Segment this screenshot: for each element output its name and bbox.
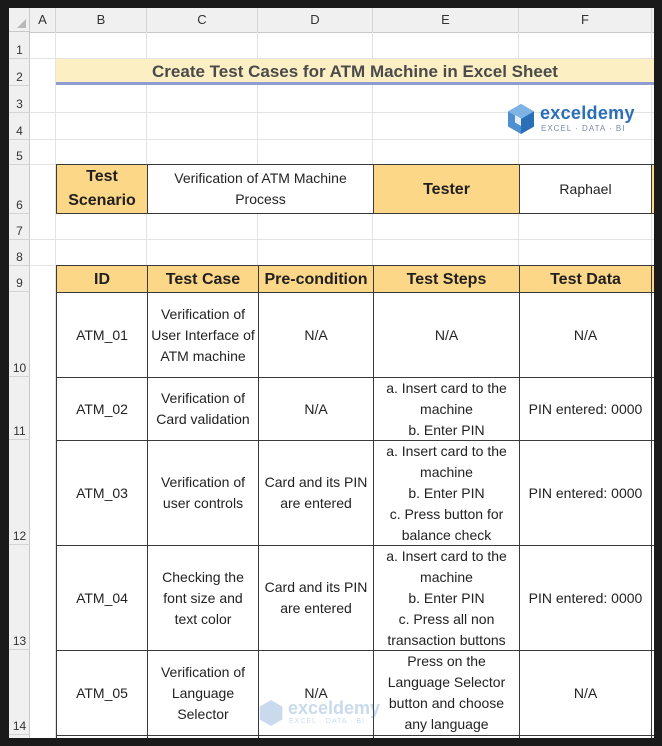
table-cell-test-case[interactable]: Verification of Card validation (147, 377, 259, 441)
table-cell-id[interactable]: ATM_05 (56, 650, 148, 736)
table-cell-test-data[interactable]: PIN entered: 0000 (519, 545, 652, 651)
test-scenario-value[interactable]: Verification of ATM Machine Process (147, 164, 374, 214)
column-header-b[interactable]: B (56, 8, 147, 32)
logo-name: exceldemy (540, 103, 635, 123)
table-cell-pre-condition[interactable]: N/A (258, 377, 374, 441)
select-all-icon (17, 19, 26, 28)
sheet-title[interactable]: Create Test Cases for ATM Machine in Excel Sheet (152, 62, 558, 81)
table-header-pre-condition[interactable]: Pre-condition (258, 265, 374, 293)
column-header-c[interactable]: C (147, 8, 258, 32)
table-cell-test-data[interactable]: PIN entered: 0000 (519, 377, 652, 441)
watermark-tagline: EXCEL · DATA · BI (289, 718, 365, 725)
row-header-1[interactable]: 1 (9, 32, 30, 59)
gridline (30, 239, 654, 240)
row-header-3[interactable]: 3 (9, 86, 30, 113)
row-header-2[interactable]: 2 (9, 59, 30, 86)
table-cell-test-case[interactable]: Checking the font size and text color (147, 545, 259, 651)
table-cell-test-steps[interactable]: a. Insert card to the machine b. Enter PIN c. Press button for balance check (373, 440, 520, 546)
table-cell-pre-condition[interactable]: Card and its PIN are entered (258, 545, 374, 651)
table-cell-id[interactable]: ATM_03 (56, 440, 148, 546)
table-header-id[interactable]: ID (56, 265, 148, 293)
column-header-d[interactable]: D (258, 8, 373, 32)
gridline (30, 139, 654, 140)
table-cell-test-steps[interactable]: Press on the Language Selector button and choose any language (373, 650, 520, 736)
table-cell-pre-condition[interactable]: N/A (258, 650, 374, 736)
row-header-5[interactable]: 5 (9, 140, 30, 165)
test-scenario-label[interactable]: Test Scenario (56, 164, 148, 214)
window-frame-right (654, 0, 662, 746)
table-header-test-steps[interactable]: Test Steps (373, 265, 520, 293)
row-header-7[interactable]: 7 (9, 214, 30, 240)
watermark-logo-icon (258, 699, 284, 727)
logo-tagline: EXCEL · DATA · BI (541, 124, 626, 133)
table-cell-test-data[interactable]: N/A (519, 292, 652, 378)
row-header-10[interactable]: 10 (9, 292, 30, 377)
table-cell-test-data[interactable]: N/A (519, 650, 652, 736)
table-cell-test-case[interactable]: Verification of Language Selector (147, 650, 259, 736)
tester-value[interactable]: Raphael (519, 164, 652, 214)
table-cell-id[interactable]: ATM_01 (56, 292, 148, 378)
table-cell-test-steps[interactable]: a. Insert card to the machine b. Enter PIN (373, 377, 520, 441)
tester-label[interactable]: Tester (373, 164, 520, 214)
table-cell-id[interactable]: ATM_02 (56, 377, 148, 441)
table-cell-pre-condition[interactable]: N/A (258, 292, 374, 378)
table-cell-test-steps[interactable]: N/A (373, 292, 520, 378)
select-all-corner[interactable] (9, 8, 30, 32)
row-header-11[interactable]: 11 (9, 377, 30, 440)
row-header-9[interactable]: 9 (9, 266, 30, 292)
exceldemy-logo (506, 101, 656, 137)
row-header-13[interactable]: 13 (9, 545, 30, 650)
column-header-f[interactable]: F (519, 8, 652, 32)
window-frame-top (0, 0, 662, 8)
window-frame-left (0, 0, 9, 746)
row-header-4[interactable]: 4 (9, 113, 30, 140)
exceldemy-watermark (258, 696, 418, 730)
row-header-12[interactable]: 12 (9, 440, 30, 545)
table-cell-id[interactable]: ATM_04 (56, 545, 148, 651)
table-cell-pre-condition[interactable]: Card and its PIN are entered (258, 440, 374, 546)
table-cell-test-data[interactable]: PIN entered: 0000 (519, 440, 652, 546)
table-header-test-case[interactable]: Test Case (147, 265, 259, 293)
row-header-8[interactable]: 8 (9, 240, 30, 266)
exceldemy-logo-icon (506, 103, 536, 135)
table-cell-test-steps[interactable]: a. Insert card to the machine b. Enter PIN c. Press all non transaction buttons (373, 545, 520, 651)
column-header-e[interactable]: E (373, 8, 519, 32)
row-header-14[interactable]: 14 (9, 650, 30, 735)
table-cell-test-case[interactable]: Verification of User Interface of ATM machine (147, 292, 259, 378)
row-header-6[interactable]: 6 (9, 165, 30, 214)
watermark-name: exceldemy (288, 698, 381, 718)
table-header-test-data[interactable]: Test Data (519, 265, 652, 293)
window-frame-bottom (0, 738, 662, 746)
column-header-a[interactable]: A (30, 8, 56, 32)
table-cell-test-case[interactable]: Verification of user controls (147, 440, 259, 546)
